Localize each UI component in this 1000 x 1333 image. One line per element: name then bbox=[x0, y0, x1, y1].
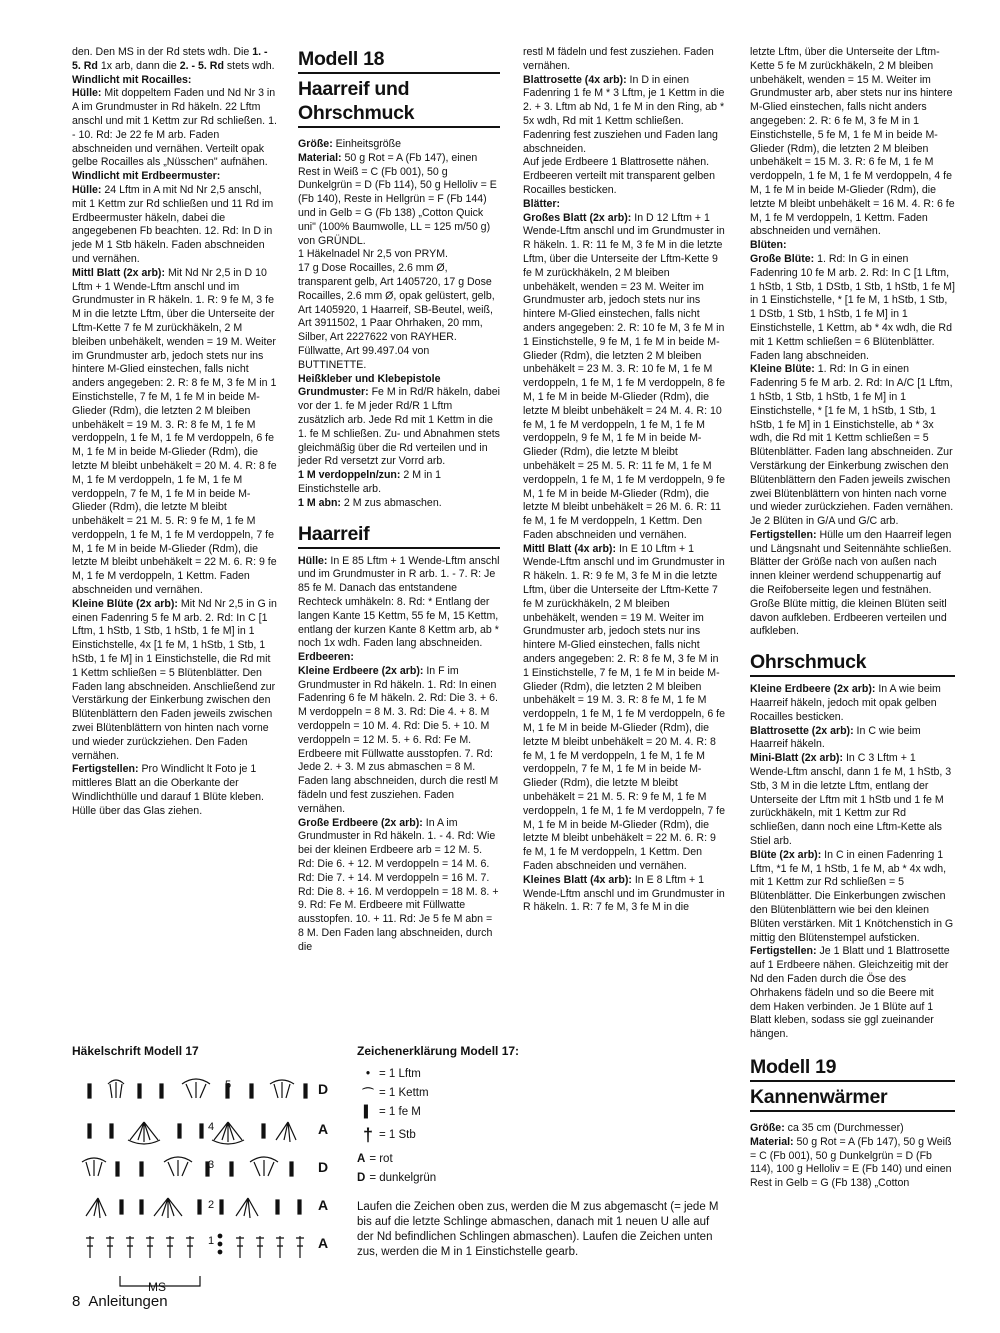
legend-text: = 1 Lftm bbox=[379, 1067, 421, 1080]
legend-item bbox=[357, 1121, 522, 1149]
cluster-mark bbox=[182, 1079, 210, 1098]
text-run: 1x arb, dann die bbox=[97, 59, 180, 72]
paragraph: Größe: Einheitsgröße bbox=[298, 138, 402, 150]
paragraph: Größe: ca 35 cm (Durchmesser) bbox=[750, 1121, 904, 1134]
section-name: Anleitungen bbox=[88, 1293, 168, 1310]
ms-label: MS bbox=[148, 1280, 166, 1294]
heading-haarreif: Haarreif bbox=[298, 523, 500, 549]
round-number: 4 bbox=[208, 1121, 215, 1133]
paragraph: Fertigstellen: Hülle um den Haarreif legen und Längsnaht und Seitennähte schließen. Blätter der Größe nach von außen nach innen kleiner werdend schuppenartig auf die Reifoberseite legen und festnähen. Große Blüte mittig, die kleinen Blüten seitl davon aufkleben. Erdbeeren verteilen und aufkleben. bbox=[750, 528, 952, 638]
double-crochet-symbol-icon: † bbox=[362, 1124, 373, 1145]
paragraph: Material: 50 g Rot = A (Fb 147), 50 g Weiß = C (Fb 001), 50 g Dunkelgrün = D (Fb 114), 100 g Helloliv = E (Fb 140) und einen Rest in Gelb = G (Fb 138) „Cotton bbox=[750, 1135, 952, 1190]
heading-erdbeeren: Erdbeeren: bbox=[298, 651, 354, 664]
cluster-mark bbox=[164, 1157, 192, 1176]
double-crochet-mark bbox=[86, 1236, 94, 1258]
round-number: 5 bbox=[225, 1079, 232, 1091]
model-18-title: Modell 18 bbox=[298, 48, 500, 74]
lead-in: Fertigstellen: bbox=[750, 528, 817, 541]
row-color-label: A bbox=[318, 1197, 329, 1213]
double-crochet-mark bbox=[276, 1236, 284, 1258]
text-run: 1. - 5. Rd bbox=[72, 46, 268, 72]
single-crochet-mark bbox=[88, 1084, 91, 1098]
legend-text: = dunkelgrün bbox=[369, 1171, 437, 1184]
heading-blueten: Blüten: bbox=[750, 239, 787, 252]
lead-in: Mittl Blatt (4x arb): bbox=[523, 542, 616, 555]
single-crochet-mark bbox=[198, 1200, 201, 1214]
row-color-label: A bbox=[318, 1235, 329, 1251]
fan-mark bbox=[86, 1198, 106, 1218]
single-crochet-mark bbox=[200, 1124, 203, 1138]
single-crochet-mark bbox=[230, 1162, 233, 1176]
lead-in: Blattrosette (2x arb): bbox=[750, 724, 854, 737]
single-crochet-mark bbox=[290, 1162, 293, 1176]
lead-in: Hülle: bbox=[298, 554, 328, 567]
legend-text: = 1 fe M bbox=[379, 1105, 421, 1118]
chain-mark bbox=[218, 1242, 222, 1246]
color-code: D bbox=[357, 1171, 366, 1184]
paragraph: Mittl Blatt (2x arb): Mit Nd Nr 2,5 in D 10 Lftm + 1 Wende-Lftm anschl und im Grundmuster in R häkeln. 1. R: 9 fe M, 3 fe M in die letzte Lftm, über die Unterseite der Lftm-Kette 7 fe M zurückhäkeln, 2 M bleiben unbehäkelt, wenden = 19 M. Weiter im Grundmuster arb, jedoch stets nur ins hintere M-Glied einstechen, falls nicht anders angegeben: 2. R: 8 fe M, 3 fe M in 1 Einstichstelle, 7 fe M, 1 fe M in beide M-Glieder (Rdm), die letzten 2 M bleiben unbehäkelt = 19 M. 3. R: 8 fe M, 1 fe M verdoppeln, 1 fe M, 1 fe M verdoppeln, 6 fe M, 1 fe M in beide M-Glieder (Rdm), die letzte M bleibt unbehäkelt = 20 M. 4. R: 8 fe M, 1 fe M verdoppeln, 1 fe M, 1 fe M verdoppeln, 7 fe M, 1 fe M in beide M-Glieder (Rdm), die letzte M bleibt unbehäkelt = 21 M. 5. R: 9 fe M, 1 fe M verdoppeln, 1 fe M, 1 fe M verdoppeln, 7 fe M, 1 fe M in beide M-Glieder (Rdm), die letzte M bleibt unbehäkelt = 22 M. 6. R: 9 fe M, 1 fe M verdoppeln, 1 Kettm. Faden abschneiden und vernähen. bbox=[72, 266, 277, 597]
paragraph: letzte Lftm, über die Unterseite der Lftm-Kette 5 fe M zurückhäkeln, 2 M bleiben unbehäkelt, wenden = 15 M. Weiter im Grundmuster arb, aber stets nur ins hintere M-Glied einstechen, falls nicht anders angegeben: 2. R: 6 fe M, 3 fe M in 1 Einstichstelle, 5 fe M, 1 fe M in beide M-Glieder (Rdm), die letzten 2 M bleiben unbehäkelt = 15 M. 3. R: 6 fe M, 1 fe M verdoppeln, 1 fe M, 1 fe M verdoppeln, 4 fe M, 1 fe M in beide M-Glieder (Rdm), die letzte M bleibt unbehäkelt = 16 M. 4. R: 6 fe M, 1 fe M verdoppeln, 1 Kettm. Faden abschneiden und vernähen. bbox=[750, 46, 955, 238]
round-number: 2 bbox=[208, 1199, 215, 1211]
paragraph: 1 M abn: 2 M zus abmaschen. bbox=[298, 496, 442, 509]
col1-intro bbox=[72, 46, 277, 74]
single-crochet-mark bbox=[138, 1084, 141, 1098]
paragraph: Hülle: Mit doppeltem Faden und Nd Nr 3 in A im Grundmuster in Rd häkeln. 22 Lftm anschl und mit 1 Kettm zur Rd schließen. 1. - 10. Rd: Je 22 fe M arb. Faden abschneiden und vernähen. Verteilt opak gelbe Rocailles als „Nüsschen" aufnähen. bbox=[72, 87, 277, 169]
model-18-subtitle-1: Haarreif und bbox=[298, 78, 410, 100]
lead-in: Große Blüte: bbox=[750, 252, 815, 265]
double-crochet-mark bbox=[296, 1236, 304, 1258]
cluster-mark bbox=[82, 1158, 106, 1176]
single-crochet-mark bbox=[250, 1084, 253, 1098]
paragraph: restl M fädeln und fest zusziehen. Faden vernähen. bbox=[523, 46, 714, 72]
chain-mark bbox=[218, 1234, 222, 1238]
lead-in: Kleine Blüte: bbox=[750, 363, 815, 376]
single-crochet-mark bbox=[160, 1084, 163, 1098]
paragraph: Kleine Erdbeere (2x arb): In A wie beim Haarreif häkeln, jedoch mit opak gelben Rocailles besticken. bbox=[750, 683, 941, 723]
page-footer bbox=[72, 1293, 168, 1310]
double-crochet-mark bbox=[166, 1236, 174, 1258]
paragraph: Fertigstellen: Pro Windlicht lt Foto je 1 mittleres Blatt an die Oberkante der Windlichthülle und darauf 1 Blüte kleben. Hülle über das Glas ziehen. bbox=[72, 763, 264, 817]
paragraph: Grundmuster: Fe M in Rd/R häkeln, dabei vor der 1. fe M jeder Rd/R 1 Lftm zusätzlich arb. Jede Rd mit 1 Kettm in die 1. fe M schließen. Zu- und Abnahmen stets gleichmäßig über die Rd verteilen und in jeder Rd versetzt zur Vorrd arb. bbox=[298, 386, 500, 468]
lead-in: Fertigstellen: bbox=[750, 945, 817, 958]
paragraph: 17 g Dose Rocailles, 2.6 mm Ø, transparent gelb, Art 1405720, 17 g Dose Rocailles, 2.6 mm Ø, opak gelüstert, gelb, Art 1405920, 1 Haarreif, SB-Beutel, weiß, Art 3911502, 1 Paar Ohrhaken, 20 mm, Silber, Art 2227622 von RAYHER. bbox=[298, 262, 495, 344]
paragraph: Kleine Erdbeere (2x arb): In F im Grundmuster in Rd häkeln. 1. Rd: In einen Fadenring 6 fe M häkeln. 2. Rd: Die 3. + 6. M verdoppeln = 8 M. 3. Rd: Die 4. + 8. M verdoppeln = 10 M. 4. Rd: Die 5. + 10. M verdoppeln = 12 M. 5. + 6. Rd: Fe M. Erdbeere mit Füllwatte ausstopfen. 7. Rd: Jede 2. + 3. M zus abmaschen = 8 M. Faden lang abschneiden, durch die restl M fädeln und fest zusziehen. Faden vernähen. bbox=[298, 664, 499, 815]
heading-windlicht-erdbeer: Windlicht mit Erdbeermuster: bbox=[72, 170, 221, 183]
chart-title: Häkelschrift Modell 17 bbox=[72, 1044, 199, 1058]
lead-in: Kleine Blüte (2x arb): bbox=[72, 597, 178, 610]
paragraph: Fertigstellen: Je 1 Blatt und 1 Blattrosette auf 1 Erdbeere nähen. Gleichzeitig mit der Nd den Faden durch die Öse des Ohrhakens fädeln und so die Beere mit dem Haken verbinden. Je 1 Blüte auf 1 Blatt kleben, sodass sie ggl zueinander hängen. bbox=[750, 945, 950, 1041]
paragraph: Hülle: 24 Lftm in A mit Nd Nr 2,5 anschl, mit 1 Kettm zur Rd schließen und 11 Rd im Erdbeermuster häkeln, dabei die angegebenen Fb beachten. 12. Rd: In D in jede M 1 Stb häkeln. Faden abschneiden und vernähen. bbox=[72, 183, 274, 265]
double-crochet-mark bbox=[186, 1236, 194, 1258]
heading-ohrschmuck: Ohrschmuck bbox=[750, 651, 955, 677]
single-crochet-mark bbox=[110, 1124, 113, 1138]
column-3 bbox=[523, 46, 726, 915]
paragraph: Heißkleber und Klebepistole bbox=[298, 372, 441, 385]
lead-in: Kleines Blatt (4x arb): bbox=[523, 873, 632, 886]
lead-in: Blüte (2x arb): bbox=[750, 848, 822, 861]
single-crochet-symbol-icon: ▌ bbox=[363, 1105, 373, 1118]
paragraph: Blattrosette (2x arb): In C wie beim Haarreif häkeln. bbox=[750, 724, 921, 751]
row-color-label: D bbox=[318, 1159, 329, 1175]
round-number: 1 bbox=[208, 1235, 215, 1247]
legend bbox=[357, 1044, 522, 1187]
legend-text: = rot bbox=[369, 1152, 393, 1165]
paragraph: Kleine Blüte: 1. Rd: In G in einen Fadenring 5 fe M arb. 2. Rd: In A/C [1 Lftm, 1 hStb, 1 Stb, 1 hStb, 1 fe M] in 1 Einstichstelle, * [1 fe M, 1 hStb, 1 Stb, 1 hStb, 1 fe M] in 1 Einstichstelle, ab * 3x wdh, die Rd mit 1 Kettm schließen = 5 Blütenblätter. Faden lang abschneiden. Zur Verstärkung der Einkerbung zwischen den Blütenblättern den Faden jeweils zwischen zwei Blütenblättern von hinten nach vorne und wieder zurückziehen. Faden vernähen. bbox=[750, 363, 954, 514]
lead-in: Grundmuster: bbox=[298, 386, 369, 399]
paragraph: Kleines Blatt (4x arb): In E 8 Lftm + 1 Wende-Lftm anschl und im Grundmuster in R häkeln. 1. R: 7 fe M, 3 fe M in die bbox=[523, 873, 725, 914]
single-crochet-mark bbox=[120, 1200, 123, 1214]
text-run: den. Den MS in der Rd stets wdh. Die bbox=[72, 46, 253, 58]
paragraph: Große Erdbeere (2x arb): In A im Grundmuster in Rd häkeln. 1. - 4. Rd: Wie bei der kleinen Erdbeere arb = 12 M. 5. Rd: Die 6. + 12. M verdoppeln = 14 M. 6. Rd: Die 7. + 14. M verdoppeln = 16 M. 7. Rd: Die 8. + 16. M verdoppeln = 18 M. 8. + 9. Rd: Fe M. Erdbeere mit Füllwatte ausstopfen. 10. + 11. Rd: Je 5 fe M abn = 8 M. Den Faden lang abschneiden, durch die bbox=[298, 816, 499, 953]
lead-in: Größe: bbox=[298, 138, 333, 150]
paragraph: Auf jede Erdbeere 1 Blattrosette nähen. Erdbeeren verteilt mit transparent gelben Rocailles besticken. bbox=[523, 156, 715, 196]
cluster-mark bbox=[108, 1080, 124, 1098]
lead-in: Große Erdbeere (2x arb): bbox=[298, 816, 423, 829]
single-crochet-mark bbox=[140, 1162, 143, 1176]
chain-symbol-icon: • bbox=[365, 1067, 371, 1080]
slip-stitch-symbol-icon: ⌒ bbox=[362, 1087, 374, 1100]
double-crochet-mark bbox=[146, 1236, 154, 1258]
legend-item bbox=[357, 1149, 522, 1168]
fan-mark bbox=[128, 1122, 160, 1144]
paragraph: Je 2 Blüten in G/A und G/C arb. bbox=[750, 515, 899, 528]
crochet-chart bbox=[80, 1064, 350, 1294]
lead-in: Kleine Erdbeere (2x arb): bbox=[298, 664, 424, 677]
lead-in: 1 M verdoppeln/zun: bbox=[298, 469, 401, 482]
paragraph: Mittl Blatt (4x arb): In E 10 Lftm + 1 Wende-Lftm anschl und im Grundmuster in R häkeln. 1. R: 9 fe M, 3 fe M in die letzte Lftm, über die Unterseite der Lftm-Kette 7 fe M zurückhäkeln, 2 M bleiben unbehäkelt, wenden = 19 M. Weiter im Grundmuster arb, jedoch stets nur ins hintere M-Glied einstechen, falls nicht anders angegeben: 2. R: 8 fe M, 3 fe M in 1 Einstichstelle, 7 fe M, 1 fe M in beide M-Glieder (Rdm), die letzten 2 M bleiben unbehäkelt = 19 M. 3. R: 8 fe M, 1 fe M verdoppeln, 1 fe M, 1 fe M verdoppeln, 6 fe M, 1 fe M in beide M-Glieder (Rdm), die letzte M bleibt unbehäkelt = 20 M. 4. R: 8 fe M, 1 fe M verdoppeln, 1 fe M, 1 fe M verdoppeln, 7 fe M, 1 fe M in beide M-Glieder (Rdm), die letzte M bleibt unbehäkelt = 21 M. 5. R: 9 fe M, 1 fe M verdoppeln, 1 fe M, 1 fe M verdoppeln, 7 fe M, 1 fe M in beide M-Glieder (Rdm), die letzte M bleibt unbehäkelt = 22 M. 6. R: 9 fe M, 1 fe M verdoppeln, 1 Kettm. Den Faden abschneiden und vernähen. bbox=[523, 542, 725, 873]
single-crochet-mark bbox=[116, 1162, 119, 1176]
paragraph: Blüte (2x arb): In C in einen Fadenring 1 Lftm, *1 fe M, 1 hStb, 1 fe M, ab * 4x wdh, mit 1 Kettm zur Rd schließen = 5 Blütenblätter. Die Einkerbungen zwischen den Blütenblättern wie bei den kleinen Blüten verstärken. Mit 1 Knötchenstich in G mittig den Blütenstempel aufsticken. bbox=[750, 848, 954, 944]
paragraph: 1 M verdoppeln/zun: 2 M in 1 Einstichstelle arb. bbox=[298, 469, 442, 495]
single-crochet-mark bbox=[262, 1124, 265, 1138]
chain-mark bbox=[218, 1250, 222, 1254]
legend-item bbox=[357, 1083, 522, 1102]
text-run: 2. - 5. Rd bbox=[179, 59, 224, 72]
double-crochet-mark bbox=[236, 1236, 244, 1258]
lead-in: Großes Blatt (2x arb): bbox=[523, 211, 632, 224]
paragraph: Material: 50 g Rot = A (Fb 147), einen Rest in Weiß = C (Fb 001), 50 g Dunkelgrün = D (Fb 114), 50 g Helloliv = E (Fb 140), Reste in Hellgrün = F (Fb 144) und in Gelb = G (Fb 138) „Cotton Quick uni" (100% Baumwolle, LL = 125 m/50 g) von GRÜNDL. bbox=[298, 151, 497, 247]
row-color-label: A bbox=[318, 1121, 329, 1137]
single-crochet-mark bbox=[276, 1200, 279, 1214]
single-crochet-mark bbox=[220, 1200, 223, 1214]
legend-title: Zeichenerklärung Modell 17: bbox=[357, 1044, 520, 1058]
fan-mark bbox=[236, 1198, 258, 1218]
column-2 bbox=[298, 46, 500, 955]
text-run: stets wdh. bbox=[223, 59, 275, 72]
lead-in: Mini-Blatt (2x arb): bbox=[750, 752, 843, 765]
double-crochet-mark bbox=[106, 1236, 114, 1258]
legend-item bbox=[357, 1168, 522, 1187]
lead-in: Mittl Blatt (2x arb): bbox=[72, 266, 165, 279]
cluster-mark bbox=[250, 1157, 278, 1176]
column-1 bbox=[72, 46, 277, 819]
lead-in: Fertigstellen: bbox=[72, 763, 139, 776]
page-number: 8 bbox=[72, 1293, 81, 1310]
heading-windlicht-rocailles: Windlicht mit Rocailles: bbox=[72, 73, 192, 86]
lead-in: Blattrosette (4x arb): bbox=[523, 73, 627, 86]
cluster-mark bbox=[270, 1080, 294, 1098]
legend-text: = 1 Kettm bbox=[379, 1086, 429, 1099]
legend-text: = 1 Stb bbox=[379, 1129, 416, 1141]
paragraph: Großes Blatt (2x arb): In D 12 Lftm + 1 Wende-Lftm anschl und im Grundmuster in R häkeln. 1. R: 11 fe M, 3 fe M in die letzte Lftm, über die Unterseite der Lftm-Kette 9 fe M zurückhäkeln, 2 M bleiben unbehäkelt, wenden = 23 M. Weiter im Grundmuster arb, jedoch stets nur ins hintere M-Glied einstechen, falls nicht anders angegeben: 2. R: 10 fe M, 3 fe M in 1 Einstichstelle, 9 fe M, 1 fe M in beide M-Glieder (Rdm), die letzten 2 M bleiben unbehäkelt = 23 M. 3. R: 10 fe M, 1 fe M verdoppeln, 1 fe M, 1 fe M verdoppeln, 8 fe M, 1 fe M in beide M-Glieder (Rdm), die letzte M bleibt unbehäkelt = 24 M. 4. R: 10 fe M, 1 fe M verdoppeln, 1 fe M, 1 fe M verdoppeln, 9 fe M, 1 fe M in beide M-Glieder (Rdm), die letzte M bleibt unbehäkelt = 25 M. 5. R: 11 fe M, 1 fe M verdoppeln, 1 fe M, 1 fe M verdoppeln, 9 fe M, 1 fe M in beide M-Glieder (Rdm), die letzte M bleibt unbehäkelt = 26 M. 6. R: 11 fe M, 1 fe M verdoppeln, 1 Kettm. Den Faden abschneiden und vernähen. bbox=[523, 211, 725, 541]
round-number: 3 bbox=[208, 1159, 215, 1171]
model-19-title: Modell 19 bbox=[750, 1056, 955, 1082]
lead-in: Hülle: bbox=[72, 87, 102, 100]
single-crochet-mark bbox=[178, 1124, 181, 1138]
double-crochet-mark bbox=[126, 1236, 134, 1258]
heading-blaetter: Blätter: bbox=[523, 197, 561, 210]
legend-item bbox=[357, 1102, 522, 1121]
paragraph: Hülle: In E 85 Lftm + 1 Wende-Lftm anschl und im Grundmuster in R arb. 1. - 7. R: Je 85 fe M. Danach das entstandene Rechteck umhäkeln: 8. Rd: * Entlang der langen Kante 15 Kettm, 55 fe M, 15 Kettm, entlang der kurzen Kante 8 Kettm arb, ab * noch 1x wdh. Faden lang abschneiden. bbox=[298, 554, 500, 650]
paragraph: Füllwatte, Art 99.497.04 von BUTTINETTE. bbox=[298, 344, 430, 371]
column-4 bbox=[750, 46, 955, 1191]
single-crochet-mark bbox=[304, 1084, 307, 1098]
fan-mark bbox=[212, 1122, 244, 1144]
color-code: A bbox=[357, 1152, 366, 1165]
fan-mark bbox=[276, 1122, 296, 1142]
legend-note: Laufen die Zeichen oben zus, werden die M zus abgemascht (= jede M bis auf die letzte Schlinge abmaschen, danach mit 1 neuen U alle auf der Nd befindlichen Schlingen abmaschen). Laufen die Zeichen unten zus, werden die M in 1 Einstichstelle gearb. bbox=[357, 1201, 719, 1258]
lead-in: Hülle: bbox=[72, 183, 102, 196]
double-crochet-mark bbox=[256, 1236, 264, 1258]
lead-in: Material: bbox=[750, 1135, 794, 1148]
paragraph: Kleine Blüte (2x arb): Mit Nd Nr 2,5 in G in einen Fadenring 5 fe M arb. 2. Rd: In C [1 Lftm, 1 hStb, 1 Stb, 1 hStb, 1 fe M] in 1 Einstichstelle, 4x [1 fe M, 1 hStb, 1 Stb, 1 hStb, 1 fe M] in 1 Einstichstelle, die Rd mit 1 Kettm schließen = 5 Blütenblätter. Den Faden lang abschneiden. Anschließend zur Verstärkung der Einkerbung zwischen den Blütenblättern den Faden jeweils zwischen zwei Blütenblättern von hinten nach vorne und wieder zurückziehen. Den Faden vernähen. bbox=[72, 597, 277, 762]
lead-in: Material: bbox=[298, 151, 342, 164]
lead-in: Kleine Erdbeere (2x arb): bbox=[750, 683, 876, 696]
lead-in: 1 M abn: bbox=[298, 496, 341, 509]
single-crochet-mark bbox=[88, 1124, 91, 1138]
single-crochet-mark bbox=[298, 1200, 301, 1214]
lead-in: Größe: bbox=[750, 1121, 785, 1134]
single-crochet-mark bbox=[140, 1200, 143, 1214]
paragraph: 1 Häkelnadel Nr 2,5 von PRYM. bbox=[298, 248, 448, 261]
row-color-label: D bbox=[318, 1081, 329, 1097]
fan-mark bbox=[154, 1198, 182, 1218]
model-18-subtitle-2: Ohrschmuck bbox=[298, 102, 500, 128]
legend-item bbox=[357, 1064, 522, 1083]
paragraph: Mini-Blatt (2x arb): In C 3 Lftm + 1 Wende-Lftm anschl, dann 1 fe M, 1 hStb, 3 Stb, 3 M in die letzte Lftm, entlang der Unterseite der Lftm mit 1 hStb und 1 fe M zurückhäkeln, mit 1 Kettm zur Rd schließen, dann noch eine Lftm-Kette als Stiel arb. bbox=[750, 752, 952, 848]
paragraph: Große Blüte: 1. Rd: In G in einen Fadenring 10 fe M arb. 2. Rd: In C [1 Lftm, 1 hStb, 1 Stb, 1 DStb, 1 Stb, 1 hStb, 1 fe M] in 1 Einstichstelle, * [1 fe M, 1 hStb, 1 Stb, 1 DStb, 1 Stb, 1 hStb, 1 fe M] in 1 Einstichstelle, 1 Kettm, ab * 4x wdh, die Rd mit 1 Kettm schließen = 6 Blütenblätter. Faden lang abschneiden. bbox=[750, 252, 955, 362]
paragraph: Blattrosette (4x arb): In D in einen Fadenring 1 fe M * 3 Lftm, je 1 Kettm in die 2. + 3. Lftm ab Nd, 1 fe M in den Ring, ab * 5x wdh, Rd mit 1 Kettm schließen. Fadenring fest zusziehen und Faden lang abschneiden. bbox=[523, 73, 725, 155]
model-19-subtitle: Kannenwärmer bbox=[750, 1086, 955, 1112]
